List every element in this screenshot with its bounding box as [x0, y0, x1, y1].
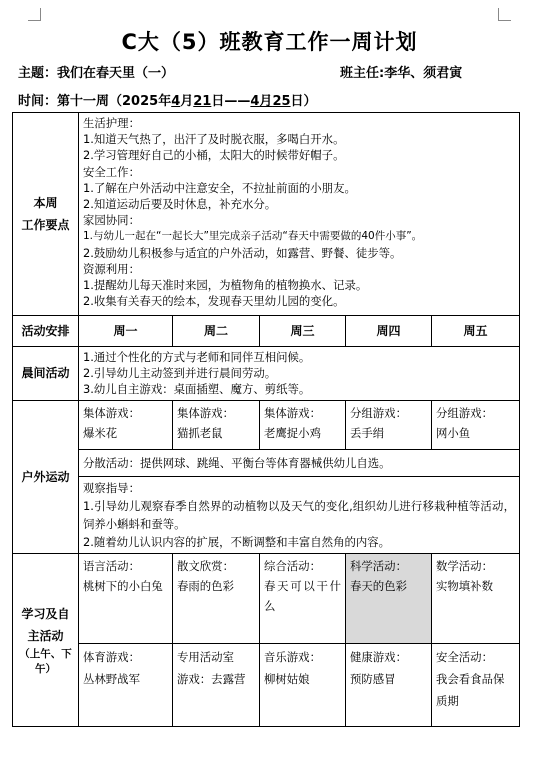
focus-line: 2.学习管理好自己的小桶，太阳大的时候带好帽子。 — [83, 148, 345, 163]
focus-content — [79, 113, 520, 316]
outdoor-scattered-row — [13, 449, 520, 476]
focus-line: 1.提醒幼儿每天准时来园，为植物角的植物换水、记录。 — [83, 278, 368, 293]
focus-row — [13, 113, 520, 316]
weekly-plan-table — [12, 112, 520, 727]
teacher-label: 班主任: — [340, 66, 385, 81]
document-title: C大（5）班教育工作一周计划 — [121, 30, 418, 54]
learning-bottom-row — [13, 643, 520, 726]
schedule-head: 活动安排 — [13, 316, 79, 347]
learning-head: 学习及自 主活动 （上午、下午） — [13, 553, 79, 726]
outdoor-game-mon: 集体游戏： 爆米花 — [79, 400, 173, 449]
learning-tue-bottom: 专用活动室 游戏：去露营 — [173, 643, 260, 726]
learning-fri-bottom: 安全活动： 我会看食品保质期 — [432, 643, 520, 726]
time-start-month: 4 — [171, 94, 181, 109]
theme-line — [18, 62, 174, 81]
time-label: 时间： — [18, 94, 58, 109]
focus-line: 2.鼓励幼儿积极参与适宜的户外活动，如露营、野餐、徒步等。 — [83, 245, 402, 260]
time-text-3: 月 — [259, 94, 273, 109]
focus-line: 生活护理： — [83, 116, 140, 130]
outdoor-game-tue: 集体游戏： 猫抓老鼠 — [173, 400, 260, 449]
focus-line: 家园协同： — [83, 213, 140, 228]
time-end-month: 4 — [250, 94, 260, 109]
learning-thu-top: 科学活动： 春天的色彩 — [346, 553, 432, 643]
outdoor-observe-row — [13, 476, 520, 553]
time-text-2: 日—— — [211, 94, 251, 109]
learning-fri-top: 数学活动： 实物填补数 — [432, 553, 520, 643]
time-week: 第十一周（2025年 — [57, 94, 172, 109]
outdoor-game-wed: 集体游戏： 老鹰捉小鸡 — [260, 400, 346, 449]
observe-title: 观察指导： — [83, 480, 140, 495]
focus-line: 1.知道天气热了，出汗了及时脱衣服，多喝白开水。 — [83, 132, 345, 147]
theme-value: 我们在春天里（一） — [57, 66, 175, 81]
focus-line: 1.与幼儿一起在“一起长大”里完成亲子活动“春天中需要做的40件小事”。 — [83, 230, 423, 243]
day-thursday: 周四 — [346, 316, 432, 347]
learning-mon-bottom: 体育游戏： 丛林野战军 — [79, 643, 173, 726]
theme-label: 主题： — [18, 66, 58, 81]
outdoor-head: 户外运动 — [13, 400, 79, 553]
teacher-line — [340, 62, 462, 81]
crop-mark-top-left — [28, 8, 41, 21]
outdoor-game-fri: 分组游戏： 网小鱼 — [432, 400, 520, 449]
outdoor-observe — [79, 476, 520, 553]
learning-top-row — [13, 553, 520, 643]
outdoor-game-thu: 分组游戏： 丢手绢 — [346, 400, 432, 449]
time-line — [18, 90, 317, 109]
learning-tue-top: 散文欣赏： 春雨的色彩 — [173, 553, 260, 643]
focus-line: 2.收集有关春天的绘本，发现春天里幼儿园的变化。 — [83, 294, 345, 309]
morning-head: 晨间活动 — [13, 347, 79, 401]
time-text-1: 月 — [180, 94, 194, 109]
focus-line: 2.知道运动后要及时休息，补充水分。 — [83, 197, 277, 212]
morning-content — [79, 347, 520, 401]
day-tuesday: 周二 — [173, 316, 260, 347]
morning-line: 1.通过个性化的方式与老师和同伴互相问候。 — [83, 350, 311, 364]
learning-wed-top: 综合活动： 春天可以干什么 — [260, 553, 346, 643]
learning-wed-bottom: 音乐游戏： 柳树姑娘 — [260, 643, 346, 726]
teacher-value: 李华、须君寅 — [384, 66, 463, 81]
morning-line: 2.引导幼儿主动签到并进行晨间劳动。 — [83, 366, 277, 381]
schedule-row — [13, 316, 520, 347]
outdoor-games-row — [13, 400, 520, 449]
observe-line: 2.随着幼儿认识内容的扩展，不断调整和丰富自然角的内容。 — [83, 534, 391, 549]
time-end-day: 25 — [272, 94, 291, 109]
learning-mon-top: 语言活动： 桃树下的小白兔 — [79, 553, 173, 643]
observe-line: 1.引导幼儿观察春季自然界的动植物以及天气的变化,组织幼儿进行移栽种植等活动，饲养小蝌蚪和蚕等。 — [83, 498, 516, 531]
focus-row-head: 本周 工作要点 — [13, 113, 79, 316]
outdoor-scattered: 分散活动：提供网球、跳绳、平衡台等体育器械供幼儿自选。 — [79, 449, 520, 476]
focus-line: 安全工作： — [83, 164, 140, 179]
morning-row — [13, 347, 520, 401]
morning-line: 3.幼儿自主游戏：桌面插塑、魔方、剪纸等。 — [83, 382, 311, 397]
time-start-day: 21 — [193, 94, 212, 109]
day-friday: 周五 — [432, 316, 520, 347]
learning-thu-bottom: 健康游戏： 预防感冒 — [346, 643, 432, 726]
crop-mark-top-right — [498, 8, 511, 21]
day-monday: 周一 — [79, 316, 173, 347]
time-text-4: 日） — [290, 94, 317, 109]
day-wednesday: 周三 — [260, 316, 346, 347]
focus-line: 1.了解在户外活动中注意安全，不拉扯前面的小朋友。 — [83, 180, 356, 195]
focus-line: 资源利用： — [83, 261, 140, 276]
